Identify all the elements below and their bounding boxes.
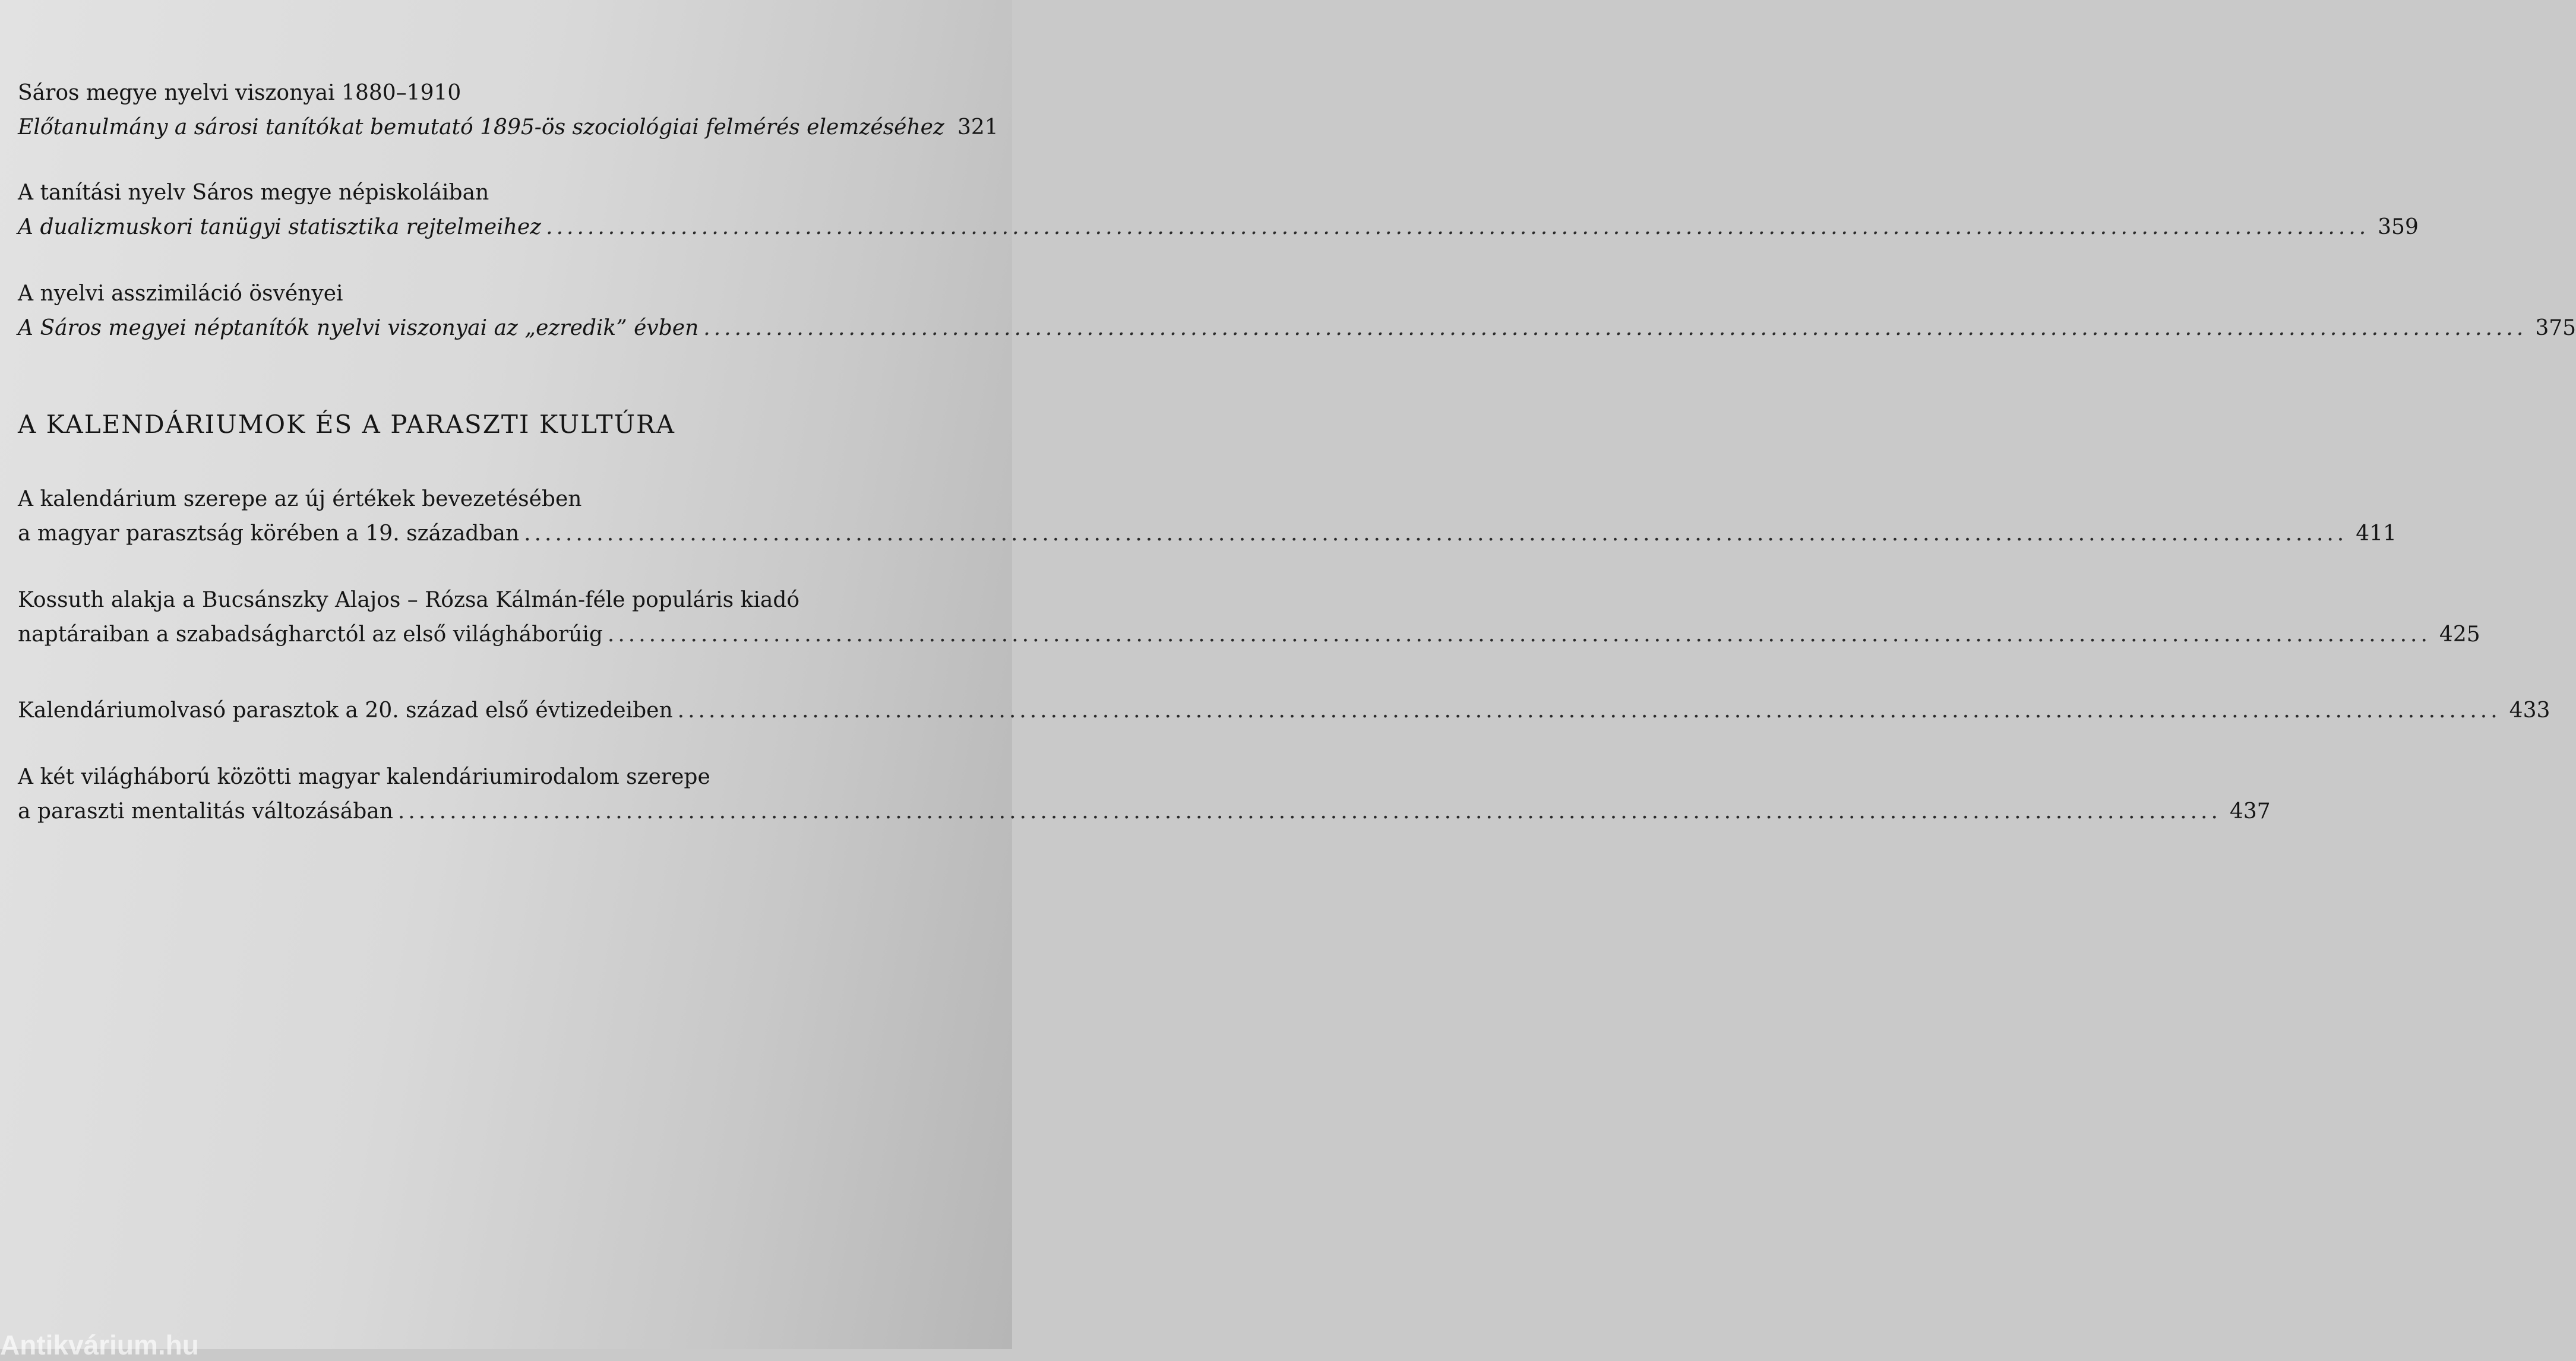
entry-leader-line bbox=[18, 517, 2397, 551]
entry-title-line: A két világháború közötti magyar kalendáriumirodalom szerepe bbox=[18, 765, 710, 789]
dot-leader: ................................................................................................................................................................................ bbox=[703, 316, 2527, 340]
toc-entry bbox=[18, 277, 2576, 346]
entry-title-line: Kossuth alakja a Bucsánszky Alajos – Rózsa Kálmán-féle populáris kiadó bbox=[18, 588, 800, 612]
entry-subtitle: Előtanulmány a sárosi tanítókat bemutató 1895-ös szociológiai felmérés elemzéséhez bbox=[18, 115, 944, 140]
entry-title: A tanítási nyelv Sáros megye népiskoláiban bbox=[18, 181, 489, 205]
toc-entry bbox=[18, 482, 2397, 551]
dot-leader: ................................................................................................................................................................................ bbox=[607, 622, 2431, 647]
section-heading: A KALENDÁRIUMOK ÉS A PARASZTI KULTÚRA bbox=[18, 410, 675, 439]
watermark-text: Antikvárium.hu bbox=[0, 1330, 199, 1360]
entry-title: A nyelvi asszimiláció ösvényei bbox=[18, 281, 343, 306]
entry-title-line: a paraszti mentalitás változásában bbox=[18, 799, 393, 824]
page-number: 375 bbox=[2535, 316, 2576, 340]
dot-leader: ................................................................................................................................................................................ bbox=[546, 215, 2370, 239]
dot-leader: ................................................................................................................................................................................ bbox=[677, 698, 2501, 723]
entry-leader-line bbox=[18, 210, 2419, 245]
entry-title-line: naptáraiban a szabadságharctól az első világháborúig bbox=[18, 622, 603, 647]
page-number: 433 bbox=[2509, 698, 2550, 723]
entry-title-line: A kalendárium szerepe az új értékek bevezetésében bbox=[18, 487, 582, 511]
entry-leader-line bbox=[18, 311, 2576, 346]
toc-entry bbox=[18, 760, 2271, 829]
entry-leader-line bbox=[18, 694, 2550, 728]
toc-entry bbox=[18, 176, 2419, 245]
entry-subtitle: A dualizmuskori tanügyi statisztika rejtelmeihez bbox=[18, 215, 542, 239]
dot-leader: ................................................................................................................................................................................ bbox=[524, 521, 2348, 546]
toc-entry bbox=[18, 694, 2550, 728]
entry-leader-line bbox=[18, 795, 2271, 829]
toc-entry bbox=[18, 583, 2480, 652]
page-number: 359 bbox=[2378, 215, 2419, 239]
entry-leader-line bbox=[18, 110, 997, 145]
page-number: 437 bbox=[2229, 799, 2271, 824]
entry-subtitle: A Sáros megyei néptanítók nyelvi viszonyai az „ezredik” évben bbox=[18, 316, 699, 340]
toc-entry bbox=[18, 76, 997, 145]
entry-title-line: Kalendáriumolvasó parasztok a 20. század első évtizedeiben bbox=[18, 698, 673, 723]
entry-leader-line bbox=[18, 618, 2480, 652]
page-number: 425 bbox=[2439, 622, 2480, 647]
entry-title-line: a magyar parasztság körében a 19. században bbox=[18, 521, 520, 546]
page-number: 321 bbox=[957, 115, 998, 140]
entry-title: Sáros megye nyelvi viszonyai 1880–1910 bbox=[18, 81, 462, 105]
page-number: 411 bbox=[2356, 521, 2397, 546]
dot-leader: ................................................................................................................................................................................ bbox=[397, 799, 2221, 824]
